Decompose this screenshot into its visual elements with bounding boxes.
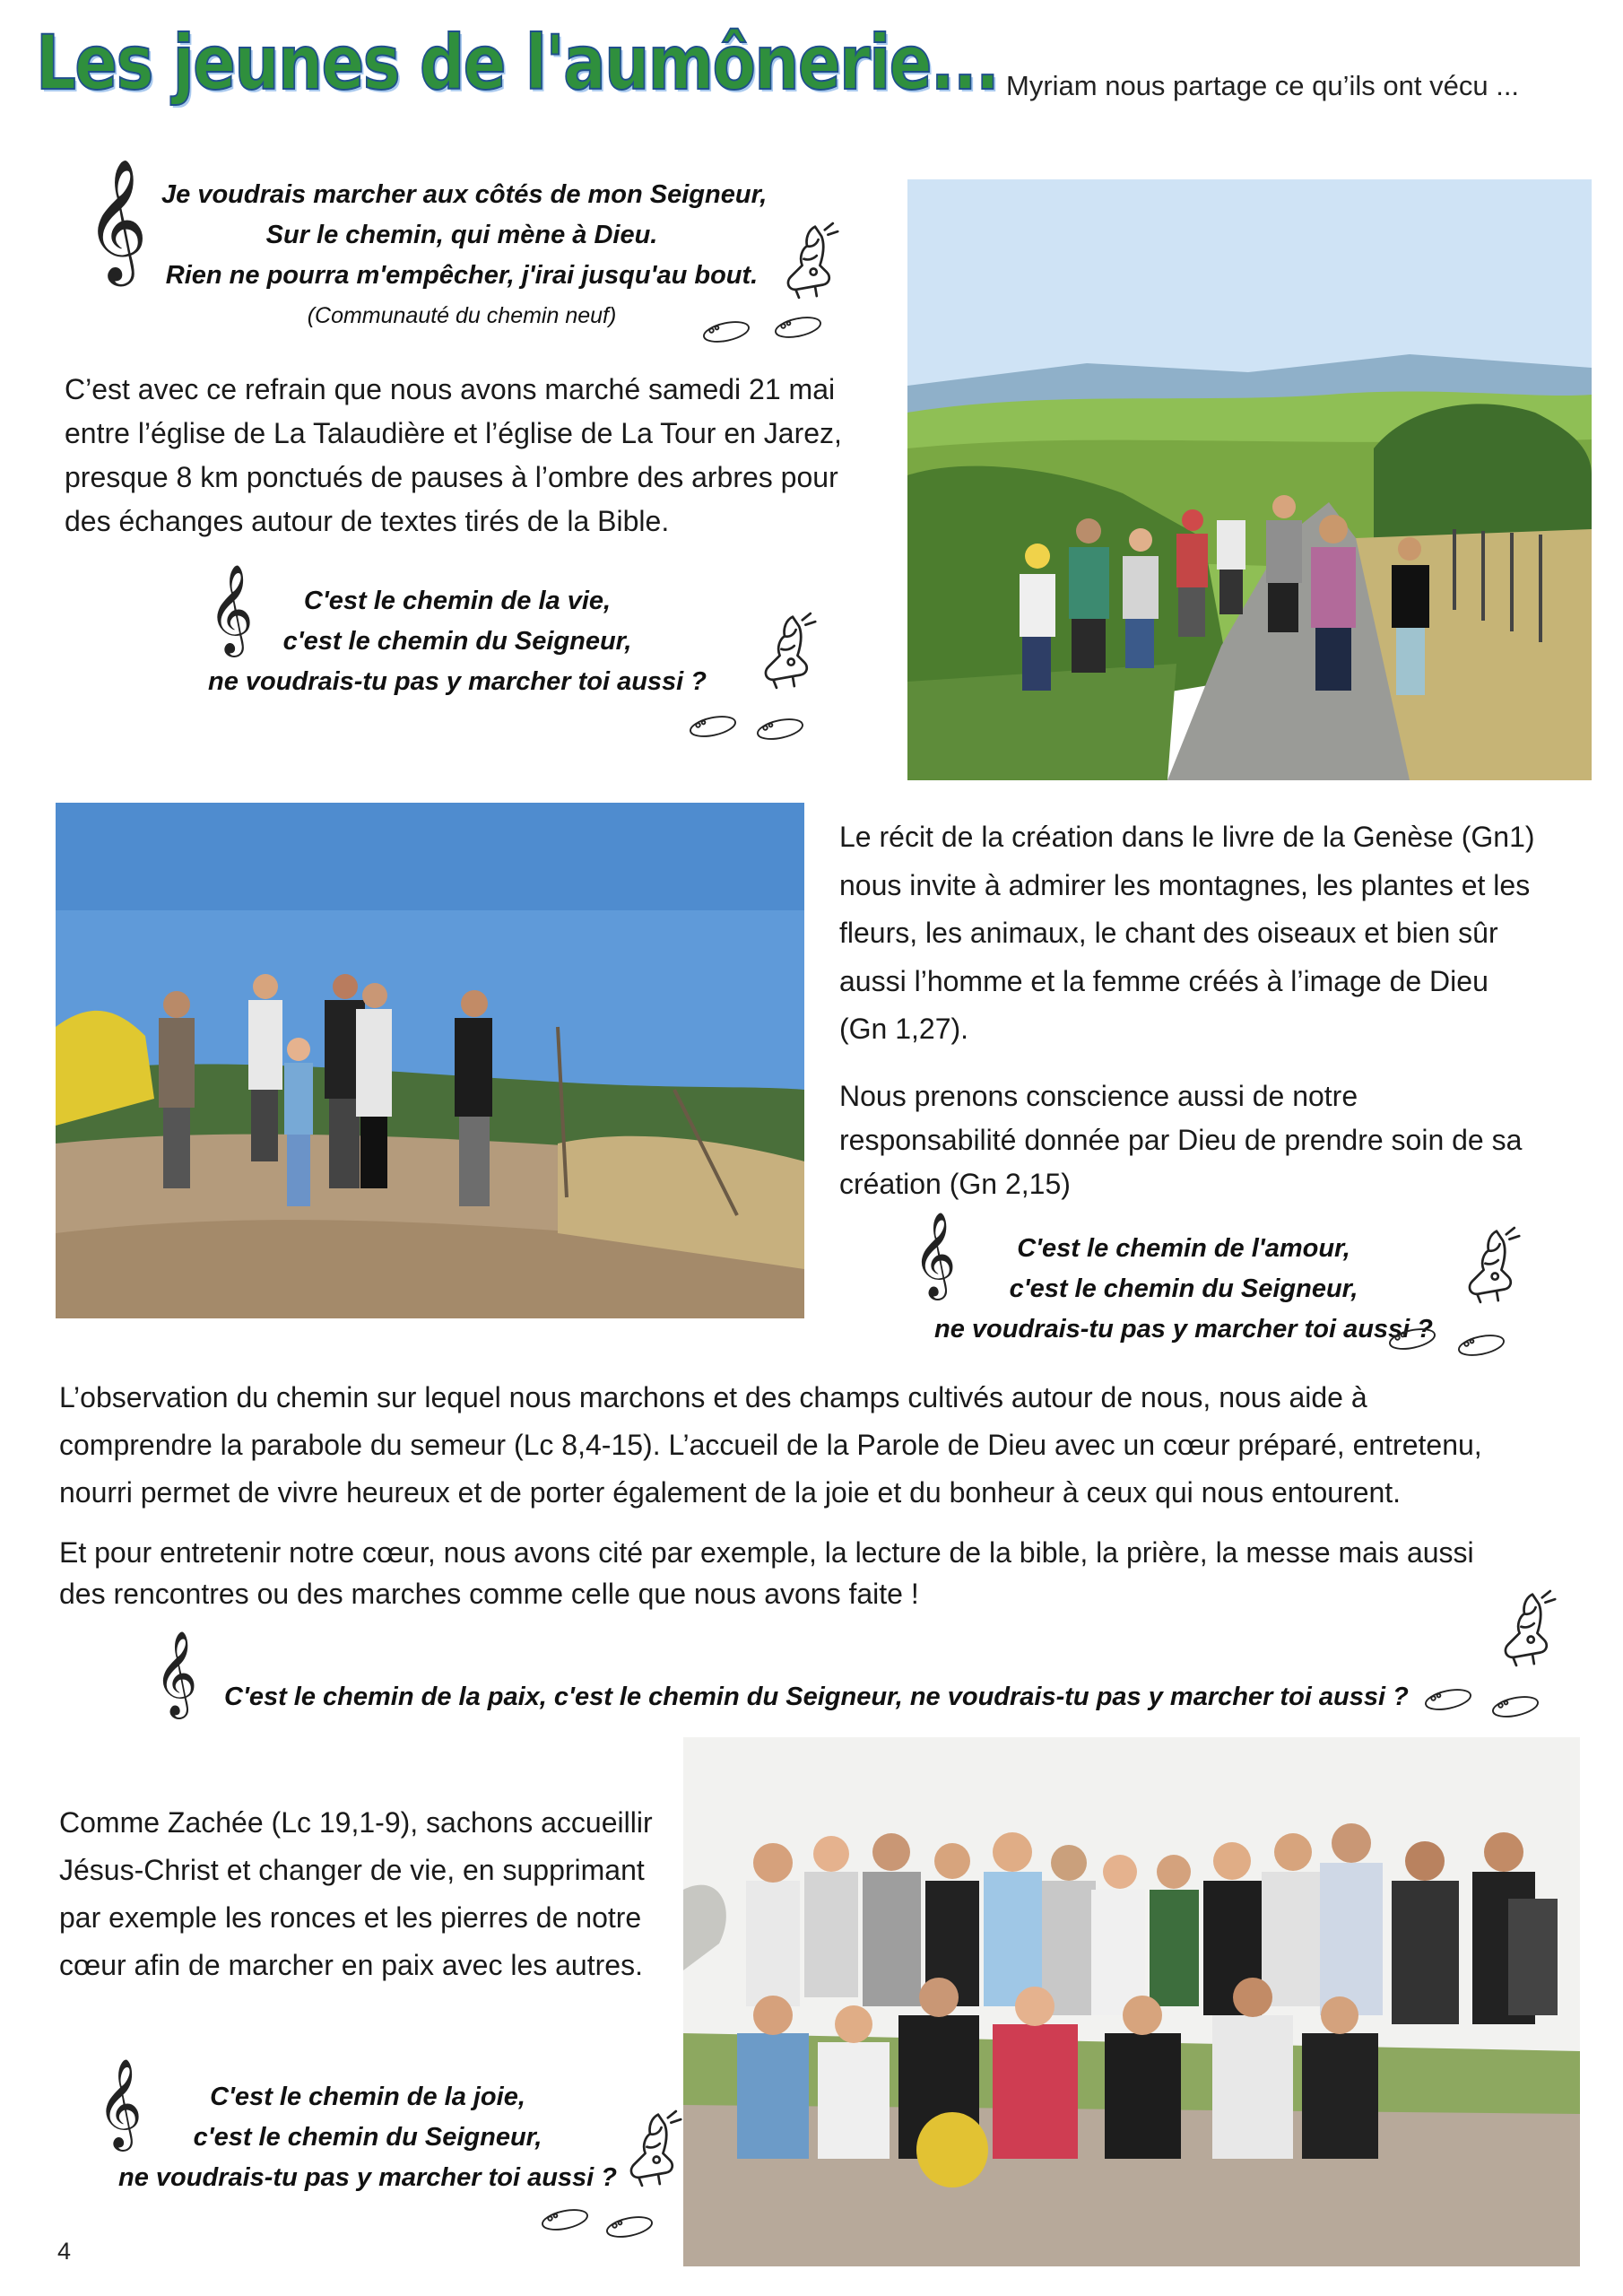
verse-line: c'est le chemin du Seigneur, [193, 2123, 542, 2152]
song-credit: (Communauté du chemin neuf) [307, 303, 617, 328]
text-line: Et pour entretenir notre cœur, nous avons cité par exemple, la lecture de la bible, la prière, la messe mais aussi [59, 1536, 1474, 1569]
footprints-icon [699, 318, 753, 345]
text-line: des rencontres ou des marches comme celle que nous avons faite ! [59, 1578, 919, 1610]
text-line: Nous prenons conscience aussi de notre [839, 1080, 1358, 1112]
footprints-icon [686, 713, 740, 740]
verse-line: ne voudrais-tu pas y marcher toi aussi ? [208, 667, 707, 696]
verse-line: ne voudrais-tu pas y marcher toi aussi ? [934, 1315, 1433, 1344]
text-line: Jésus-Christ et changer de vie, en supprimant [59, 1854, 645, 1886]
text-line: responsabilité donnée par Dieu de prendre soin de sa [839, 1124, 1523, 1156]
footprints-icon [1454, 1332, 1508, 1359]
verse-line: c'est le chemin du Seigneur, [282, 627, 632, 656]
song-verse-amour [924, 1229, 1444, 1350]
treble-clef-icon: 𝄞 [913, 1212, 957, 1297]
song-verse-intro [161, 175, 768, 336]
treble-clef-icon: 𝄞 [154, 1631, 198, 1716]
treble-clef-icon: 𝄞 [97, 2058, 143, 2148]
text-line: aussi l’homme et la femme créés à l’image de Dieu [839, 964, 1488, 997]
paragraph-responsibility [839, 1074, 1606, 1206]
footprints-icon [1488, 1693, 1542, 1720]
footprints-icon [538, 2206, 592, 2233]
verse-line: C'est le chemin de la joie, [210, 2083, 525, 2111]
footprints-icon [1421, 1686, 1475, 1713]
verse-line: c'est le chemin du Seigneur, [1009, 1274, 1358, 1303]
photo-group-hill-path [56, 803, 804, 1318]
walking-shoe-icon [1484, 1587, 1565, 1677]
verse-line: Je voudrais marcher aux côtés de mon Seigneur, [161, 180, 768, 209]
song-verse-joie [103, 2077, 632, 2198]
paragraph-intro [65, 368, 907, 544]
verse-line: Rien ne pourra m'empêcher, j'irai jusqu'au bout. [165, 261, 759, 290]
text-line: entre l’église de La Talaudière et l’église de La Tour en Jarez, [65, 417, 842, 449]
text-line: Le récit de la création dans le livre de la Genèse (Gn1) [839, 821, 1535, 853]
song-verse-vie [197, 581, 717, 702]
text-line: des échanges autour de textes tirés de la Bible. [65, 505, 670, 537]
footprints-icon [603, 2213, 656, 2240]
page-title: Les jeunes de l'aumônerie... [36, 19, 999, 107]
walking-shoe-icon [767, 220, 847, 309]
text-line: création (Gn 2,15) [839, 1168, 1071, 1200]
text-line: presque 8 km ponctués de pauses à l’ombre des arbres pour [65, 461, 838, 493]
walking-shoe-icon [744, 610, 825, 700]
footprints-icon [753, 716, 807, 743]
song-verse-paix [224, 1677, 1408, 1718]
paragraph-creation [839, 813, 1606, 1054]
text-line: C’est avec ce refrain que nous avons marché samedi 21 mai [65, 373, 836, 405]
paragraph-zachee [59, 1799, 705, 1989]
text-line: par exemple les ronces et les pierres de notre [59, 1901, 642, 1934]
footprints-icon [771, 314, 825, 341]
text-line: (Gn 1,27). [839, 1013, 969, 1045]
walking-shoe-icon [610, 2108, 690, 2197]
verse-line: C'est le chemin de la vie, [303, 587, 612, 615]
walking-shoe-icon [1448, 1224, 1529, 1314]
photo-group-portrait [683, 1737, 1580, 2266]
footprints-icon [1385, 1326, 1439, 1352]
text-line: comprendre la parabole du semeur (Lc 8,4-15). L’accueil de la Parole de Dieu avec un cœur préparé, entretenu, [59, 1429, 1482, 1461]
page-number: 4 [57, 2238, 72, 2265]
text-line: nourri permet de vivre heureux et de porter également de la joie et du bonheur à ceux qui nous entourent. [59, 1476, 1402, 1509]
page-subtitle: Myriam nous partage ce qu’ils ont vécu ... [1006, 70, 1520, 101]
text-line: L’observation du chemin sur lequel nous marchons et des champs cultivés autour de nous, nous aide à [59, 1381, 1367, 1413]
verse-line: C'est le chemin de la paix, c'est le chemin du Seigneur, ne voudrais-tu pas y marcher toi aussi ? [224, 1683, 1409, 1711]
text-line: Comme Zachée (Lc 19,1-9), sachons accueillir [59, 1806, 653, 1839]
verse-line: Sur le chemin, qui mène à Dieu. [265, 221, 658, 249]
paragraph-coeur [59, 1532, 1601, 1614]
verse-line: ne voudrais-tu pas y marcher toi aussi ? [118, 2163, 617, 2192]
verse-line: C'est le chemin de l'amour, [1017, 1234, 1350, 1263]
text-line: fleurs, les animaux, le chant des oiseaux et bien sûr [839, 917, 1498, 949]
treble-clef-icon: 𝄞 [208, 564, 254, 654]
text-line: nous invite à admirer les montagnes, les plantes et les [839, 868, 1531, 901]
text-line: cœur afin de marcher en paix avec les autres. [59, 1949, 643, 1981]
paragraph-semeur [59, 1374, 1601, 1517]
photo-group-walking-road [907, 179, 1592, 780]
treble-clef-icon: 𝄞 [85, 157, 148, 281]
